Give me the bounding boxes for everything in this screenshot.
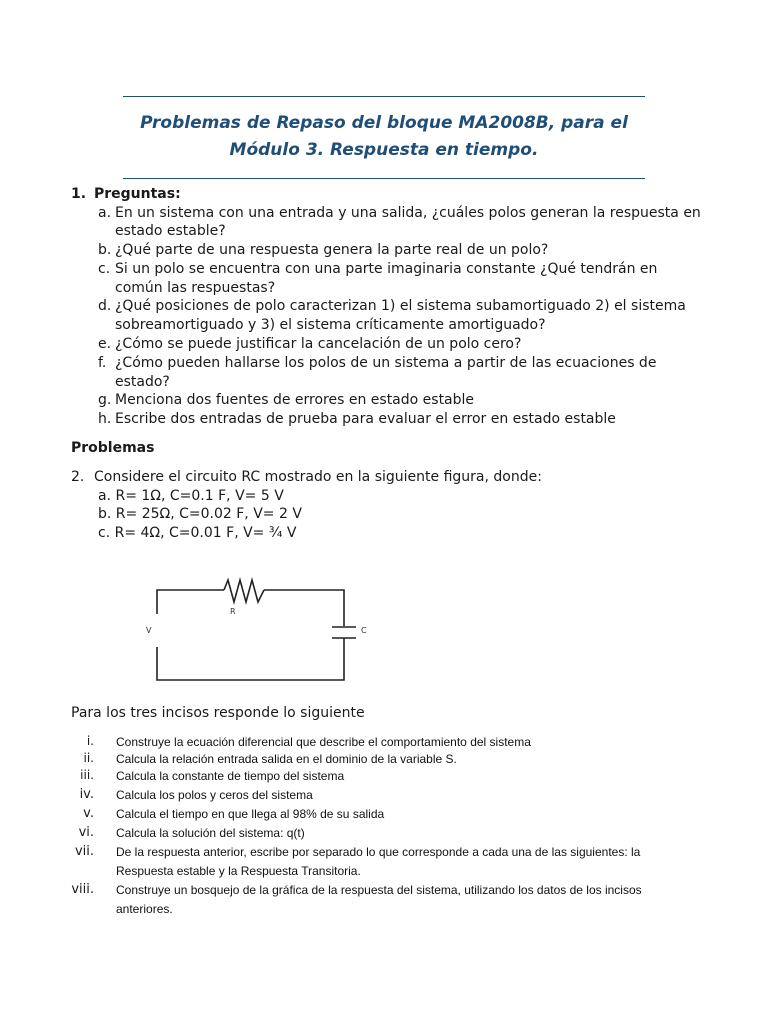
- instruction-marker: iv.: [79, 787, 94, 802]
- problem2-number: 2.: [71, 469, 85, 485]
- question-text: Escribe dos entradas de prueba para evaluar el error en estado estable: [115, 411, 616, 428]
- instruction-text: De la respuesta anterior, escribe por separado lo que corresponde a cada una de las siguientes: la Respuesta estable y la Respuesta Transitoria.: [116, 845, 641, 878]
- case-marker: c.: [98, 525, 111, 542]
- question-text: Menciona dos fuentes de errores en estado estable: [115, 392, 475, 409]
- question-marker: c.: [98, 260, 111, 277]
- page-title-line-1: Problemas de Repaso del bloque MA2008B, para el: [140, 113, 628, 133]
- instruction-marker: ii.: [83, 751, 94, 765]
- case-marker: a.: [98, 487, 112, 504]
- question-text: ¿Qué parte de una respuesta genera la parte real de un polo?: [115, 242, 549, 259]
- instruction-text: Calcula la constante de tiempo del sistema: [116, 769, 345, 783]
- page-title-line-2: Módulo 3. Respuesta en tiempo.: [229, 140, 539, 160]
- question-marker: f.: [98, 354, 107, 371]
- circuit-wire-top-right: [264, 590, 344, 626]
- instruction-marker: v.: [83, 806, 94, 821]
- instruction-marker: iii.: [80, 768, 94, 782]
- source-label: V: [146, 626, 152, 635]
- question-text: Si un polo se encuentra con una parte imaginaria constante ¿Qué tendrán en común las respuestas?: [115, 260, 658, 296]
- circuit-wire-bottom: [157, 638, 344, 680]
- capacitor-label: C: [361, 626, 367, 635]
- instruction-text: Calcula los polos y ceros del sistema: [116, 788, 313, 802]
- instruction-text: Construye un bosquejo de la gráfica de la respuesta del sistema, utilizando los datos de los incisos anteriores.: [116, 883, 642, 916]
- question-text: En un sistema con una entrada y una salida, ¿cuáles polos generan la respuesta en estado estable?: [115, 204, 701, 240]
- resistor-symbol: [224, 580, 264, 602]
- question-marker: g.: [98, 392, 112, 409]
- section1-number: 1.: [71, 186, 87, 202]
- question-text: ¿Cómo pueden hallarse los polos de un sistema a partir de las ecuaciones de estado?: [115, 354, 657, 390]
- instructions-intro: Para los tres incisos responde lo siguiente: [71, 705, 365, 721]
- question-marker: a.: [98, 204, 112, 221]
- circuit-wire-top-left: [157, 590, 224, 614]
- instruction-text: Calcula la relación entrada salida en el dominio de la variable S.: [116, 752, 457, 766]
- question-marker: h.: [98, 411, 112, 428]
- instruction-text: Calcula el tiempo en que llega al 98% de su salida: [116, 807, 385, 821]
- instruction-marker: i.: [86, 734, 94, 748]
- instruction-marker: vi.: [78, 825, 94, 840]
- case-text: R= 1Ω, C=0.1 F, V= 5 V: [115, 487, 284, 504]
- question-marker: e.: [98, 336, 112, 353]
- instruction-marker: viii.: [71, 882, 94, 897]
- case-text: R= 25Ω, C=0.02 F, V= 2 V: [115, 506, 302, 523]
- case-marker: b.: [98, 506, 112, 523]
- problem2-intro: Considere el circuito RC mostrado en la siguiente figura, donde:: [94, 469, 542, 485]
- section1-heading: Preguntas:: [94, 186, 181, 202]
- resistor-label: R: [230, 607, 236, 616]
- question-marker: b.: [98, 242, 112, 259]
- question-text: ¿Qué posiciones de polo caracterizan 1) el sistema subamortiguado 2) el sistema sobreamortiguado y 3) el sistema críticamente amortiguado?: [115, 298, 686, 334]
- question-text: ¿Cómo se puede justificar la cancelación de un polo cero?: [115, 336, 522, 353]
- question-marker: d.: [98, 298, 112, 315]
- instruction-marker: vii.: [74, 844, 94, 859]
- problems-heading: Problemas: [71, 440, 155, 456]
- instruction-text: Construye la ecuación diferencial que describe el comportamiento del sistema: [116, 735, 531, 749]
- instruction-text: Calcula la solución del sistema: q(t): [116, 826, 305, 840]
- case-text: R= 4Ω, C=0.01 F, V= ¾ V: [114, 525, 297, 542]
